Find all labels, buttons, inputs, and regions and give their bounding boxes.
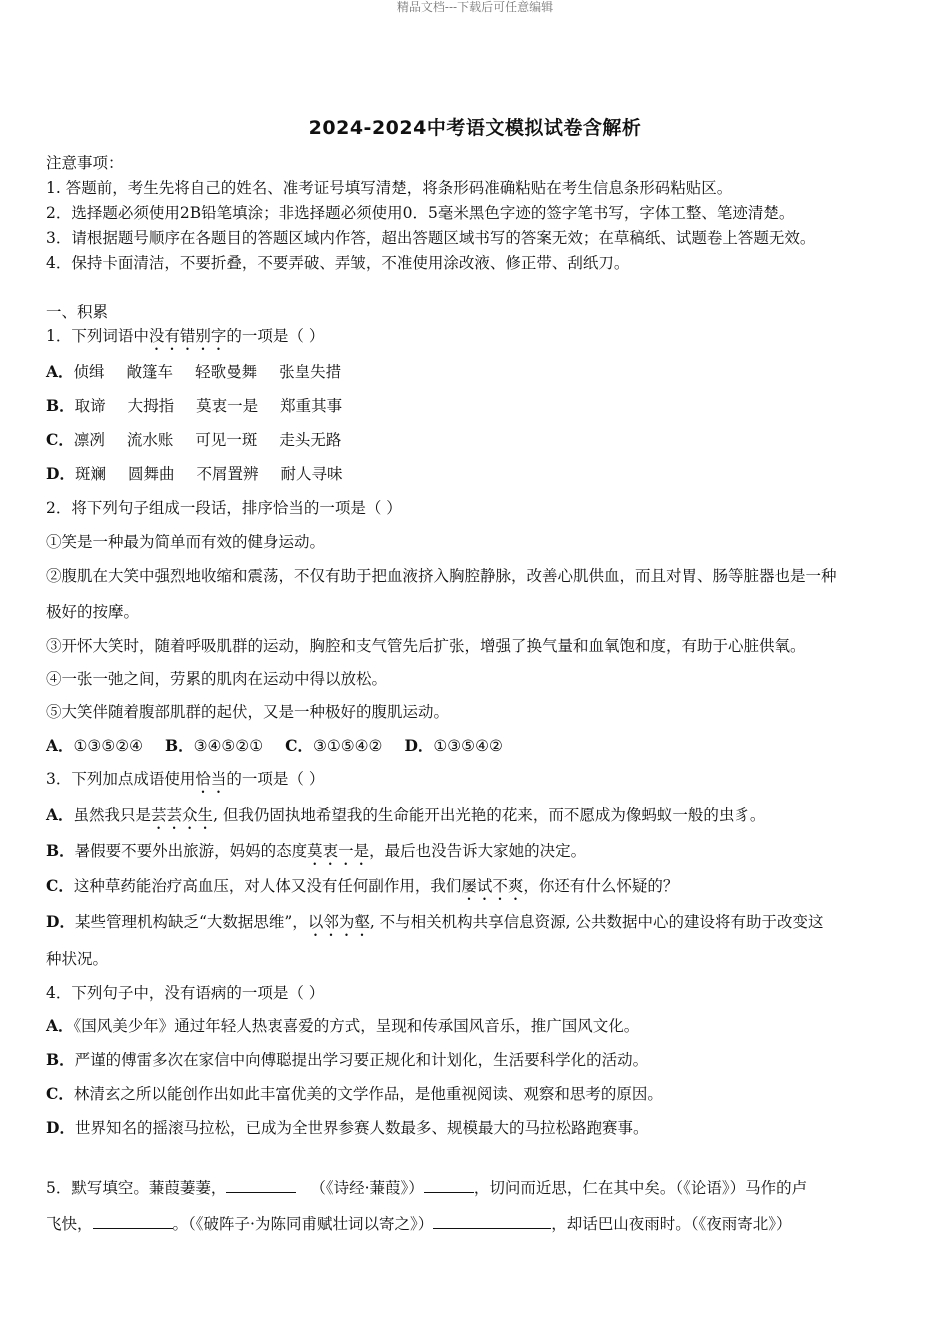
option-label: C．	[46, 430, 74, 449]
option-text: ，你还有什么怀疑的？	[523, 877, 679, 895]
option-word: 耐人寻味	[280, 465, 343, 483]
question-3-stem	[46, 769, 324, 797]
option-text: 《国风美少年》通过年轻人热衷喜爱的方式，呈现和传承国风音乐，推广国风文化。	[73, 1017, 640, 1035]
option-word: 敞篷车	[126, 363, 174, 381]
idiom-emphasis: 芸芸众生	[151, 806, 214, 824]
option-text: ③①⑤④②	[312, 737, 383, 755]
option-word: 张皇失措	[279, 363, 342, 381]
q5-text: 。（《破阵子·为陈同甫赋壮词以寄之》）	[172, 1215, 434, 1233]
fill-blank[interactable]	[424, 1178, 474, 1193]
option-text: , 不与相关机构共享信息资源, 公共数据中心的建设将有助于改变这	[369, 913, 824, 931]
option-label: D．	[404, 736, 434, 755]
option-text: ①③⑤②④	[73, 737, 144, 755]
q5-text: ，切问而近思，仁在其中矣。（《论语》）马作的卢	[473, 1179, 808, 1197]
option-word: 斑斓	[74, 465, 106, 483]
page-header: 精品文档---下载后可任意编辑	[396, 0, 554, 14]
q2-sentence-2-continued: 极好的按摩。	[46, 603, 140, 621]
q3-stem-post: 的一项是（ ）	[226, 770, 325, 788]
q5-text: （《诗经·蒹葭》）	[310, 1179, 424, 1197]
option-word: 轻歌曼舞	[195, 363, 258, 381]
q1-stem-emphasis: 没有错别字	[148, 327, 227, 345]
option-label: A．	[46, 362, 74, 381]
option-label: C．	[285, 736, 313, 755]
q3-option-d-continued: 种状况。	[46, 950, 109, 968]
option-label: B．	[46, 841, 75, 860]
q3-option-d	[46, 912, 824, 940]
option-label: B．	[46, 396, 75, 415]
option-text: 某些管理机构缺乏“大数据思维”，	[74, 913, 308, 931]
option-text: ③④⑤②①	[193, 737, 264, 755]
option-label: A．	[46, 1016, 74, 1035]
q4-option-b	[46, 1050, 648, 1070]
notice-heading: 注意事项：	[46, 154, 124, 172]
option-word: 郑重其事	[280, 397, 343, 415]
q1-option-d	[46, 464, 343, 484]
q2-sentence-2: ②腹肌在大笑中强烈地收缩和震荡，不仅有助于把血液挤入胸腔静脉，改善心肌供血，而且对胃、肠等脏器也是一种	[46, 567, 837, 585]
option-word: 莫衷一是	[196, 397, 259, 415]
option-label: A．	[46, 805, 74, 824]
option-word: 侦缉	[73, 363, 105, 381]
q1-option-c	[46, 430, 341, 450]
notice-item-4: 4．保持卡面清洁，不要折叠，不要弄破、弄皱，不准使用涂改液、修正带、刮纸刀。	[46, 254, 630, 272]
q2-sentence-3: ③开怀大笑时，随着呼吸肌群的运动，胸腔和支气管先后扩张，增强了换气量和血氧饱和度，有助于心脏供氧。	[46, 637, 806, 655]
option-text: , 但我仍固执地希望我的生命能开出光艳的花来，而不愿成为像蚂蚁一般的虫豸。	[213, 806, 766, 824]
option-word: 走头无路	[279, 431, 342, 449]
fill-blank[interactable]	[93, 1214, 173, 1229]
option-label: C．	[46, 1084, 74, 1103]
option-text: 严谨的傅雷多次在家信中向傅聪提出学习要正规化和计划化，生活要科学化的活动。	[74, 1051, 649, 1069]
option-label: B．	[46, 1050, 75, 1069]
q2-sentence-1: ①笑是一种最为简单而有效的健身运动。	[46, 533, 326, 551]
fill-blank[interactable]	[433, 1214, 551, 1229]
section-heading: 一、积累	[46, 303, 109, 321]
option-label: D．	[46, 1118, 75, 1137]
q1-option-a	[46, 362, 341, 382]
question-1-stem	[46, 326, 324, 354]
q2-options	[46, 736, 503, 756]
question-5-line-2	[46, 1214, 791, 1234]
fill-blank[interactable]	[226, 1178, 296, 1193]
q5-text: 飞快，	[46, 1215, 93, 1233]
q5-text: 5．默写填空。蒹葭萋萋，	[46, 1179, 227, 1197]
notice-item-1: 1. 答题前，考生先将自己的姓名、准考证号填写清楚，将条形码准确粘贴在考生信息条形码粘贴区。	[46, 179, 733, 197]
q4-option-c	[46, 1084, 663, 1104]
q3-stem-pre: 3．下列加点成语使用	[46, 770, 196, 788]
option-text: 林清玄之所以能创作出如此丰富优美的文学作品，是他重视阅读、观察和思考的原因。	[73, 1085, 663, 1103]
q2-sentence-4: ④一张一弛之间，劳累的肌肉在运动中得以放松。	[46, 670, 388, 688]
option-word: 不屑置辨	[196, 465, 259, 483]
option-text: 世界知名的摇滚马拉松，已成为全世界参赛人数最多、规模最大的马拉松路跑赛事。	[74, 1119, 649, 1137]
question-2-stem: 2．将下列句子组成一段话，排序恰当的一项是（ ）	[46, 499, 402, 517]
option-text: ①③⑤④②	[433, 737, 503, 755]
option-label: D．	[46, 912, 75, 931]
option-text: 虽然我只是	[73, 806, 152, 824]
option-word: 可见一斑	[195, 431, 258, 449]
option-word: 大拇指	[127, 397, 175, 415]
q4-option-a	[46, 1016, 639, 1036]
idiom-emphasis: 以邻为壑	[307, 913, 370, 931]
option-label: D．	[46, 464, 75, 483]
option-text: 这种草药能治疗高血压，对人体又没有任何副作用，我们	[73, 877, 462, 895]
option-word: 圆舞曲	[127, 465, 175, 483]
q3-option-b	[46, 841, 586, 869]
option-label: A．	[46, 736, 74, 755]
question-5-line-1	[46, 1178, 807, 1198]
q3-stem-emphasis: 恰当	[195, 770, 227, 788]
notice-item-3: 3．请根据题号顺序在各题目的答题区域内作答，超出答题区域书写的答案无效；在草稿纸、试题卷上答题无效。	[46, 229, 816, 247]
option-word: 取谛	[74, 397, 106, 415]
q5-text: ，却话巴山夜雨时。（《夜雨寄北》）	[551, 1215, 792, 1233]
q1-stem-pre: 1．下列词语中	[46, 327, 149, 345]
option-label: C．	[46, 876, 74, 895]
q4-option-d	[46, 1118, 648, 1138]
question-4-stem: 4．下列句子中，没有语病的一项是（ ）	[46, 984, 325, 1002]
q3-option-a	[46, 805, 765, 833]
q1-stem-post: 的一项是（ ）	[226, 327, 325, 345]
page-title: 2024-2024中考语文模拟试卷含解析	[308, 117, 642, 139]
idiom-emphasis: 莫衷一是	[307, 842, 370, 860]
option-label: B．	[165, 736, 194, 755]
idiom-emphasis: 屡试不爽	[461, 877, 524, 895]
q2-sentence-5: ⑤大笑伴随着腹部肌群的起伏，又是一种极好的腹肌运动。	[46, 703, 450, 721]
option-word: 凛冽	[73, 431, 105, 449]
notice-item-2: 2．选择题必须使用2B铅笔填涂；非选择题必须使用0．5毫米黑色字迹的签字笔书写，字体工整、笔迹清楚。	[46, 204, 795, 222]
option-text: 暑假要不要外出旅游，妈妈的态度	[74, 842, 308, 860]
option-text: ，最后也没告诉大家她的决定。	[369, 842, 587, 860]
q3-option-c	[46, 876, 678, 904]
option-word: 流水账	[126, 431, 174, 449]
q1-option-b	[46, 396, 342, 416]
